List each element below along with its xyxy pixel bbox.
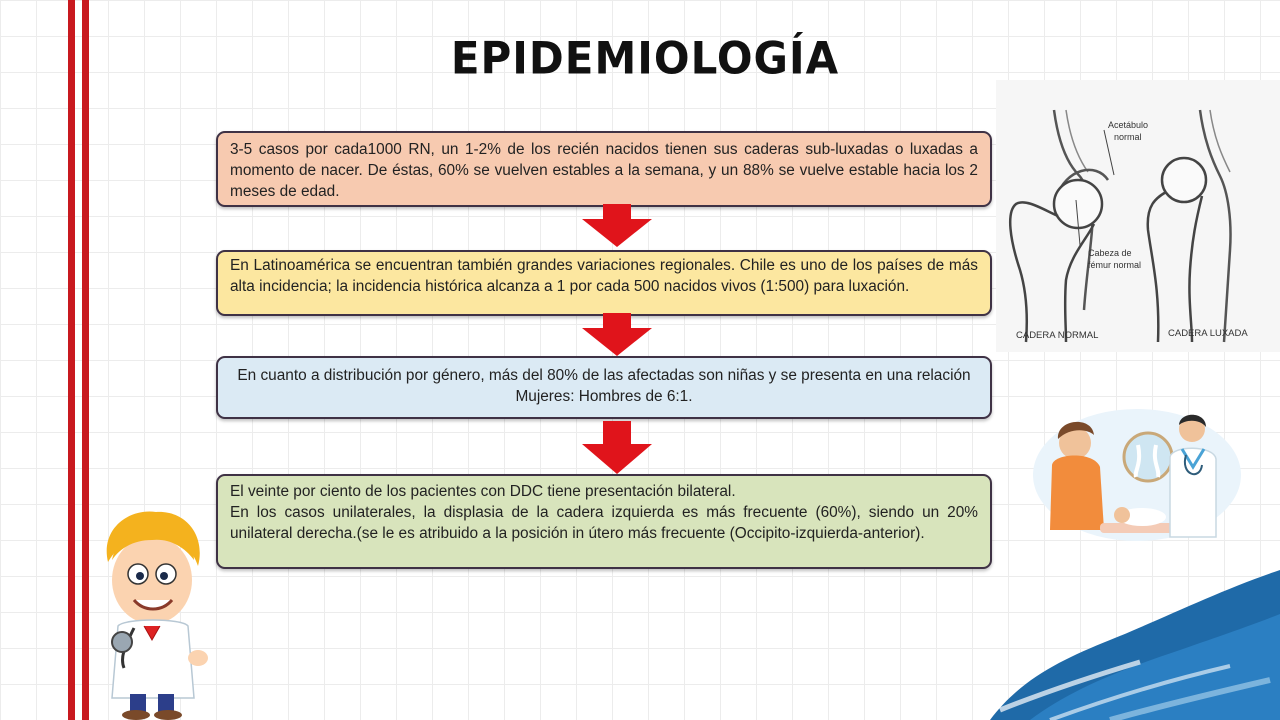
slide-title: EPIDEMIOLOGÍA xyxy=(450,32,840,85)
caption-cadera-normal: CADERA NORMAL xyxy=(1016,330,1099,341)
info-box-line-2: En los casos unilaterales, la displasia de la cadera izquierda es más frecuente (60%), siendo un 20% unilateral derecha.(se le es atribuido a la posición in útero más frecuente (Occipito-izquierda-anterior). xyxy=(230,504,978,542)
info-box-bilateral xyxy=(216,474,992,569)
label-normal: normal xyxy=(1114,132,1142,142)
caption-cadera-luxada: CADERA LUXADA xyxy=(1168,328,1248,339)
info-box-incidence xyxy=(216,131,992,207)
label-acetabulo: Acetábulo xyxy=(1108,120,1149,130)
info-box-gender xyxy=(216,356,992,419)
info-box-line-1: El veinte por ciento de los pacientes con DDC tiene presentación bilateral. xyxy=(230,483,736,500)
hip-diagram-image xyxy=(996,80,1280,352)
label-femur: fémur normal xyxy=(1088,260,1142,270)
info-box-latinoamerica xyxy=(216,250,992,316)
info-box-text: 3-5 casos por cada1000 RN, un 1-2% de los recién nacidos tienen sus caderas sub-luxadas o luxadas a momento de nacer. De éstas, 60% se vuelven estables a la semana, y un 88% se vuelve estable hacia los 2 meses de edad. xyxy=(230,141,978,200)
info-box-text: En Latinoamérica se encuentran también grandes variaciones regionales. Chile es uno de los países de más alta incidencia; la incidencia histórica alcanza a 1 por cada 500 nacidos vivos (1:500) para luxación. xyxy=(230,257,978,295)
down-arrow-icon xyxy=(580,204,654,248)
left-red-bar xyxy=(68,0,75,720)
down-arrow-icon xyxy=(580,313,654,357)
info-box-text: En cuanto a distribución por género, más del 80% de las afectadas son niñas y se presenta en una relación Mujeres: Hombres de 6:1. xyxy=(237,367,971,405)
label-cabeza: Cabeza de xyxy=(1088,248,1132,258)
decorative-blue-brush xyxy=(990,570,1280,720)
down-arrow-icon xyxy=(580,421,654,475)
left-red-bar-inner xyxy=(82,0,89,720)
doctor-mother-baby-illustration xyxy=(1030,405,1245,545)
cartoon-kid-doctor-illustration xyxy=(94,508,210,720)
